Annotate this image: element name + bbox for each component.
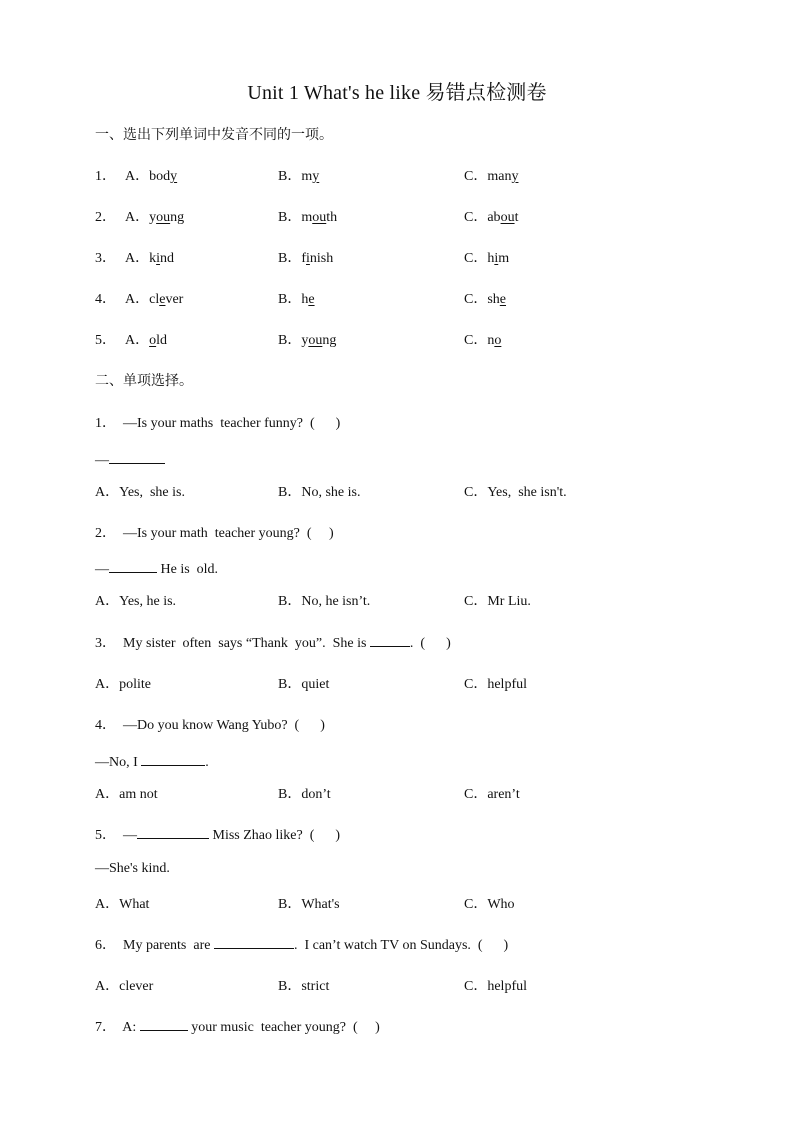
option-a[interactable]: A．Yes, she is. bbox=[95, 485, 185, 500]
section-1-heading: 一、选出下列单词中发音不同的一项。 bbox=[95, 128, 333, 143]
option-a[interactable] bbox=[125, 165, 177, 185]
option-label: B． bbox=[278, 169, 302, 184]
word-part: nish bbox=[309, 251, 334, 266]
question-1-stem: 1． —Is your maths teacher funny? ( ) bbox=[95, 416, 341, 431]
option-c[interactable] bbox=[464, 206, 518, 226]
question-1-reply bbox=[95, 449, 735, 469]
stem-text-end: . I can’t watch TV on Sundays. ( ) bbox=[293, 938, 509, 953]
phonics-question-row bbox=[95, 165, 735, 187]
option-c[interactable]: C．Mr Liu. bbox=[464, 594, 531, 609]
option-label: A． bbox=[125, 292, 150, 307]
question-2-reply bbox=[95, 558, 735, 578]
option-c[interactable]: C．Yes, she isn't. bbox=[464, 485, 567, 500]
question-5-stem bbox=[95, 824, 735, 844]
stem-text-end: . ( ) bbox=[409, 636, 451, 651]
stem-text: 3． My sister often says “Thank you”. She is bbox=[95, 636, 370, 651]
option-label: B． bbox=[278, 333, 302, 348]
option-label: A． bbox=[125, 210, 150, 225]
underlined-letters: y bbox=[511, 169, 519, 184]
option-c[interactable]: C．Who bbox=[464, 897, 515, 912]
reply-dash: — bbox=[95, 562, 109, 577]
underlined-letters: o bbox=[149, 333, 157, 348]
question-number: 5． bbox=[95, 333, 116, 348]
answer-blank[interactable] bbox=[109, 558, 157, 573]
answer-blank[interactable] bbox=[109, 449, 165, 464]
stem-text: 5． — bbox=[95, 828, 137, 843]
option-c[interactable] bbox=[464, 288, 506, 308]
option-label: B． bbox=[278, 210, 302, 225]
phonics-question-row bbox=[95, 288, 735, 310]
answer-blank[interactable] bbox=[370, 632, 410, 647]
question-number: 4． bbox=[95, 292, 116, 307]
word-part: bod bbox=[149, 169, 171, 184]
underlined-letters: y bbox=[312, 169, 320, 184]
option-a[interactable] bbox=[125, 206, 184, 226]
word-part: nd bbox=[160, 251, 175, 266]
option-a[interactable] bbox=[125, 329, 167, 349]
option-a[interactable] bbox=[125, 288, 183, 308]
option-c[interactable]: C．helpful bbox=[464, 979, 527, 994]
answer-blank[interactable] bbox=[141, 751, 205, 766]
phonics-question-row bbox=[95, 247, 735, 269]
option-b[interactable] bbox=[278, 206, 337, 226]
option-label: B． bbox=[278, 292, 302, 307]
word-part: m bbox=[301, 210, 313, 225]
underlined-letters: ou bbox=[500, 210, 515, 225]
option-b[interactable] bbox=[278, 165, 319, 185]
option-c[interactable] bbox=[464, 165, 518, 185]
underlined-letters: i bbox=[306, 251, 310, 266]
phonics-question-row bbox=[95, 206, 735, 228]
question-number: 3． bbox=[95, 251, 116, 266]
question-4-stem: 4． —Do you know Wang Yubo? ( ) bbox=[95, 718, 325, 733]
underlined-letters: ou bbox=[156, 210, 171, 225]
question-3-stem bbox=[95, 632, 735, 652]
option-b[interactable]: B．No, he isn’t. bbox=[278, 594, 371, 609]
stem-text: 7． A: bbox=[95, 1020, 140, 1035]
answer-blank[interactable] bbox=[137, 824, 209, 839]
option-a[interactable]: A．clever bbox=[95, 979, 154, 994]
option-label: A． bbox=[125, 333, 150, 348]
underlined-letters: e bbox=[159, 292, 166, 307]
option-b[interactable]: B．What's bbox=[278, 897, 340, 912]
option-b[interactable]: B．strict bbox=[278, 979, 330, 994]
word-part: ng bbox=[322, 333, 337, 348]
question-6-stem bbox=[95, 934, 735, 954]
underlined-letters: i bbox=[156, 251, 161, 266]
word-part: ld bbox=[156, 333, 168, 348]
option-label: C． bbox=[464, 251, 488, 266]
answer-blank[interactable] bbox=[140, 1016, 188, 1031]
option-a[interactable]: A．polite bbox=[95, 677, 151, 692]
underlined-letters: e bbox=[308, 292, 315, 307]
question-number: 1． bbox=[95, 169, 116, 184]
option-b[interactable]: B．No, she is. bbox=[278, 485, 361, 500]
page-title: Unit 1 What's he like 易错点检测卷 bbox=[247, 82, 547, 104]
word-part: t bbox=[514, 210, 519, 225]
question-number: 2． bbox=[95, 210, 116, 225]
reply-text: He is old. bbox=[157, 562, 219, 577]
underlined-letters: ou bbox=[308, 333, 323, 348]
option-c[interactable] bbox=[464, 329, 501, 349]
underlined-letters: o bbox=[494, 333, 502, 348]
reply-dash: — bbox=[95, 453, 109, 468]
word-part: h bbox=[487, 251, 495, 266]
question-2-stem: 2． —Is your math teacher young? ( ) bbox=[95, 526, 334, 541]
reply-text: —No, I bbox=[95, 755, 142, 770]
option-a[interactable]: A．am not bbox=[95, 787, 158, 802]
word-part: f bbox=[301, 251, 307, 266]
option-a[interactable] bbox=[125, 247, 174, 267]
word-part: n bbox=[487, 333, 495, 348]
underlined-letters: e bbox=[499, 292, 507, 307]
word-part: ng bbox=[170, 210, 185, 225]
word-part: y bbox=[301, 333, 309, 348]
word-part: h bbox=[301, 292, 309, 307]
option-a[interactable]: A．Yes, he is. bbox=[95, 594, 177, 609]
option-label: C． bbox=[464, 292, 488, 307]
question-4-reply bbox=[95, 751, 735, 771]
option-label: A． bbox=[125, 251, 150, 266]
option-b[interactable]: B．don’t bbox=[278, 787, 331, 802]
word-part: sh bbox=[487, 292, 500, 307]
option-a[interactable]: A．What bbox=[95, 897, 150, 912]
word-part: th bbox=[326, 210, 338, 225]
stem-text: 6． My parents are bbox=[95, 938, 214, 953]
option-b[interactable] bbox=[278, 329, 336, 349]
word-part: cl bbox=[149, 292, 160, 307]
word-part: m bbox=[301, 169, 313, 184]
word-part: ver bbox=[165, 292, 184, 307]
option-label: C． bbox=[464, 333, 488, 348]
option-label: C． bbox=[464, 169, 488, 184]
phonics-question-row bbox=[95, 329, 735, 351]
option-label: B． bbox=[278, 251, 302, 266]
option-c[interactable] bbox=[464, 247, 509, 267]
stem-text-end: Miss Zhao like? ( ) bbox=[209, 828, 341, 843]
option-b[interactable] bbox=[278, 288, 315, 308]
underlined-letters: i bbox=[494, 251, 499, 266]
option-c[interactable]: C．helpful bbox=[464, 677, 527, 692]
section-2-heading: 二、单项选择。 bbox=[95, 374, 193, 389]
stem-text-end: your music teacher young? ( ) bbox=[187, 1020, 380, 1035]
option-label: A． bbox=[125, 169, 150, 184]
option-b[interactable]: B．quiet bbox=[278, 677, 330, 692]
option-c[interactable]: C．aren’t bbox=[464, 787, 520, 802]
option-label: C． bbox=[464, 210, 488, 225]
word-part: y bbox=[149, 210, 157, 225]
underlined-letters: ou bbox=[312, 210, 327, 225]
answer-blank[interactable] bbox=[214, 934, 294, 949]
word-part: k bbox=[149, 251, 157, 266]
underlined-letters: y bbox=[170, 169, 178, 184]
question-5-reply: —She's kind. bbox=[95, 861, 170, 876]
question-7-stem bbox=[95, 1016, 735, 1036]
reply-text-end: . bbox=[205, 755, 209, 770]
word-part: m bbox=[498, 251, 510, 266]
word-part: ab bbox=[487, 210, 501, 225]
option-b[interactable] bbox=[278, 247, 333, 267]
word-part: man bbox=[487, 169, 512, 184]
